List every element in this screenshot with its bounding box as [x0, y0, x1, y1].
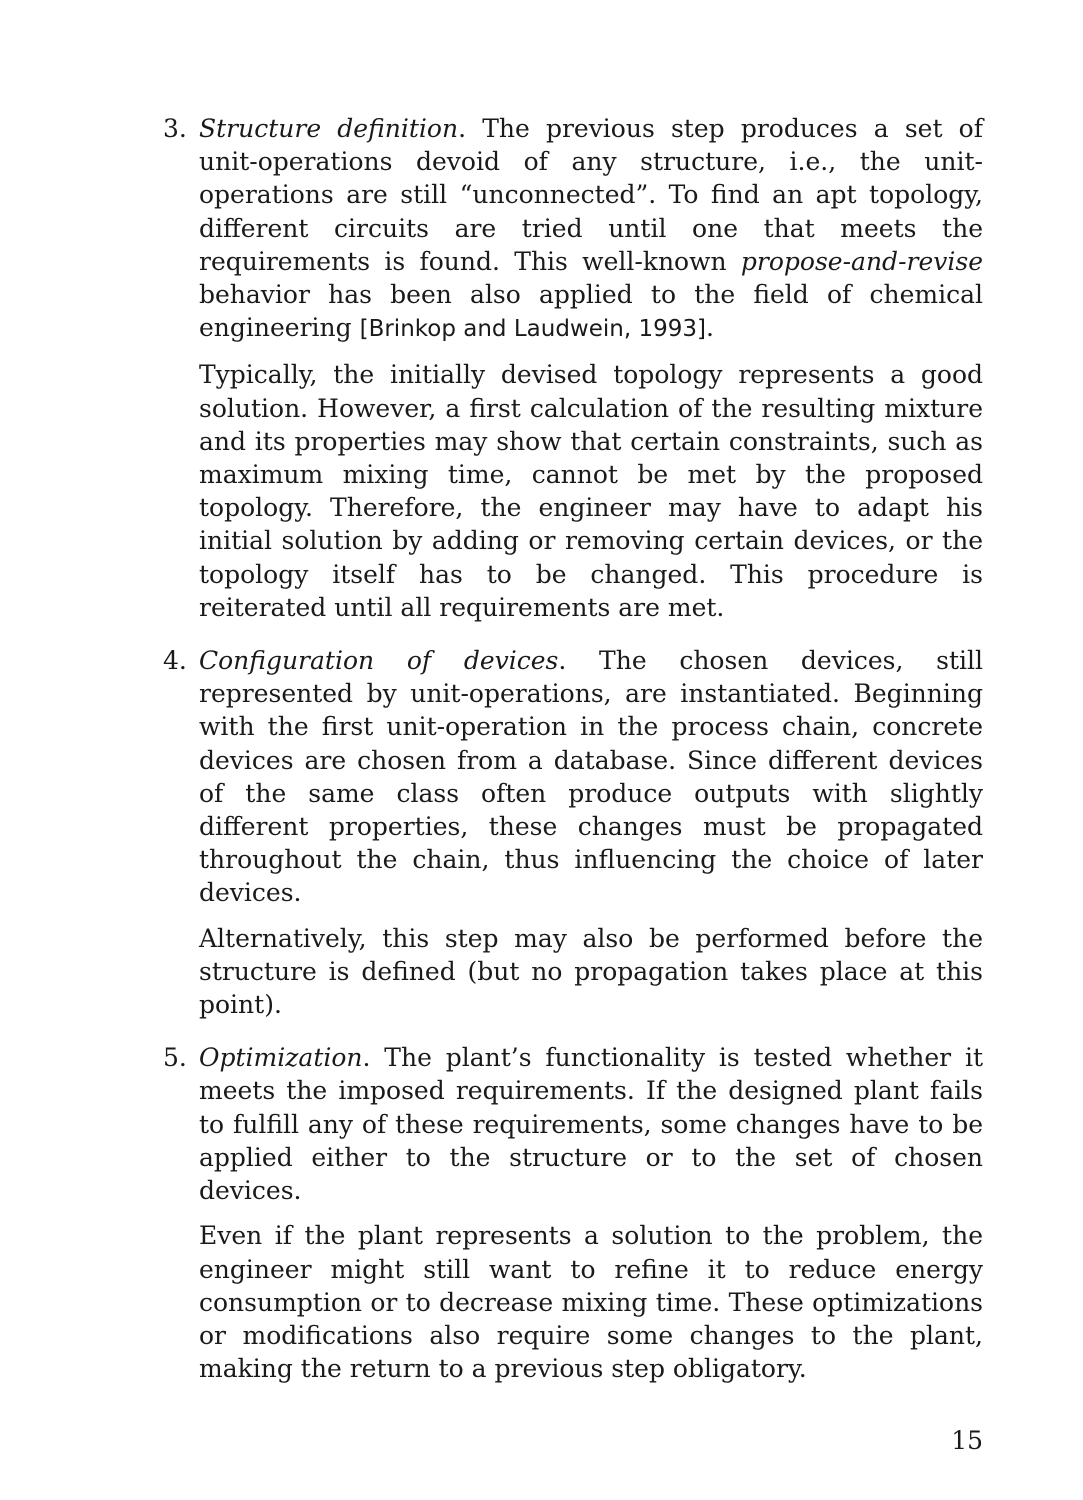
paragraph: Even if the plant represents a solution to the problem, the engineer might still want to refine it to reduce energy consumption or to decrease mixing time. These optimizations or modifications also require some changes to the plant, making the return to a previous step obligatory.	[199, 1221, 983, 1384]
item-term: Optimization	[199, 1043, 363, 1073]
paragraph-text: . The previous step produces a set of unit-operations devoid of any structure, i.e., the unit-operations are still “unconnected”. To find an apt topology, different circuits are tried until one that meets the requirements is found. This well-known	[199, 114, 983, 276]
item-term: Configuration of devices	[199, 646, 559, 676]
list-number: 4.	[163, 646, 187, 676]
paragraph-text: . The chosen devices, still represented by unit-operations, are instantiated. Beginning with the first unit-operation in the process chain, concrete devices are chosen from a database. Since different devices of the same class often produce outputs with slightly different properties, these changes must be propagated throughout the chain, thus influencing the choice of later devices.	[199, 646, 983, 908]
paragraph: Alternatively, this step may also be performed before the structure is defined (but no propagation takes place at this point).	[199, 923, 983, 1020]
paragraph-text: behavior has been also applied to the field of chemical engineering	[199, 280, 983, 343]
list-item	[163, 112, 983, 624]
paragraph	[199, 112, 983, 346]
list-number: 3.	[163, 114, 187, 143]
list-item	[163, 644, 983, 1021]
item-term: Structure definition	[199, 114, 459, 143]
page-number: 15	[951, 1426, 983, 1455]
paragraph-text: . The plant’s functionality is tested whether it meets the imposed requirements. If the designed plant fails to fulfill any of these requirements, some changes have to be applied either to the structure or to the set of chosen devices.	[199, 1043, 983, 1206]
list-number: 5.	[163, 1043, 187, 1073]
paragraph-text: .	[705, 313, 714, 343]
paragraph	[199, 644, 983, 910]
paragraph	[199, 1041, 983, 1207]
citation-link[interactable]: [Brinkop and Laudwein, 1993]	[359, 316, 706, 343]
list-item	[163, 1041, 983, 1385]
paragraph: Typically, the initially devised topology represents a good solution. However, a first calculation of the resulting mixture and its properties may show that certain constraints, such as maximum mixing time, cannot be met by the proposed topology. Therefore, the engineer may have to adapt his initial solution by adding or removing certain devices, or the topology itself has to be changed. This procedure is reiterated until all requirements are met.	[199, 360, 983, 622]
emphasis-text: propose-and-revise	[740, 246, 983, 276]
document-body	[163, 112, 983, 1405]
